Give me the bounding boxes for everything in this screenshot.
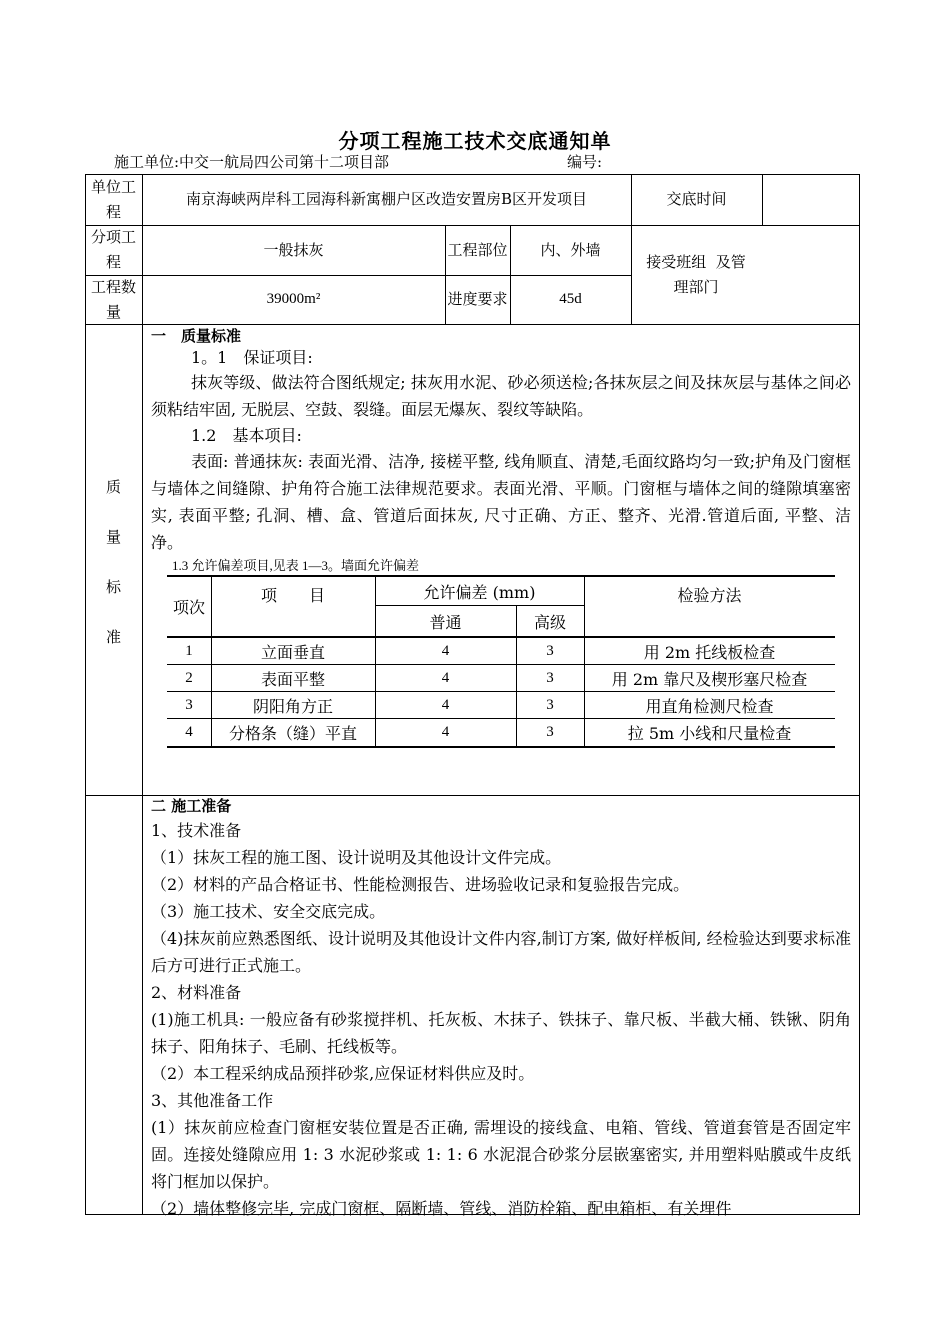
guarantee-items-heading: 1。1 保证项目:	[191, 348, 313, 367]
construction-unit: 施工单位:中交一航局四公司第十二项目部	[114, 153, 390, 171]
quantity-label: 工程数量	[90, 277, 136, 321]
prep-line: 3、其他准备工作	[151, 1091, 274, 1110]
progress-value: 45d	[559, 291, 582, 307]
page-title: 分项工程施工技术交底通知单	[338, 129, 612, 153]
prep-line: （2）本工程采纳成品预拌砂浆,应保证材料供应及时。	[151, 1064, 535, 1083]
table-row-high: 3	[546, 669, 554, 686]
col-method-header: 检验方法	[677, 586, 742, 605]
col-tolerance-header: 允许偏差 (mm)	[423, 582, 536, 602]
quantity-value: 39000m²	[266, 291, 321, 307]
prep-line: （2）墙体整修完毕, 完成门窗框、隔断墙、管线、消防栓箱、配电箱柜、有关埋件	[151, 1199, 732, 1218]
table-row-method: 用 2m 托线板检查	[643, 642, 776, 662]
table-row-high: 3	[546, 724, 554, 740]
col-item-header: 项 目	[260, 586, 325, 605]
tolerance-table	[167, 575, 835, 748]
basic-items-heading: 1.2 基本项目:	[191, 426, 302, 445]
prep-heading: 二 施工准备	[151, 797, 232, 815]
col-index-header: 项次	[172, 598, 205, 617]
quality-side-char: 量	[105, 528, 121, 546]
col-high-header: 高级	[533, 612, 566, 632]
table-row-no: 2	[185, 669, 193, 686]
prep-line: 2、材料准备	[151, 983, 242, 1002]
table-row-normal: 4	[441, 724, 450, 740]
table-row-no: 4	[185, 724, 193, 740]
table-row-item: 阴阳角方正	[252, 696, 333, 716]
quality-heading: 一 质量标准	[151, 327, 242, 345]
prep-line: 1、技术准备	[151, 821, 242, 840]
table-row-normal: 4	[441, 642, 450, 659]
location-value: 内、外墙	[540, 240, 601, 259]
col-normal-header: 普通	[429, 612, 462, 632]
table-row-method: 拉 5m 小线和尺量检查	[627, 724, 792, 743]
subitem-label: 分项工程	[90, 228, 136, 271]
table-row-normal: 4	[441, 696, 450, 713]
prep-line: （1）抹灰工程的施工图、设计说明及其他设计文件完成。	[151, 848, 562, 867]
prep-line: (1)施工机具: 一般应备有砂浆搅拌机、托灰板、木抹子、铁抹子、靠尺板、半截大桶、铁锹、阴角抹子、阳角抹子、毛刷、托线板等。	[151, 1010, 851, 1056]
receiver-label: 接受班组 及管理部门	[646, 252, 746, 296]
prep-line: （4)抹灰前应熟悉图纸、设计说明及其他设计文件内容,制订方案, 做好样板间, 经检验达到要求标准后方可进行正式施工。	[151, 929, 851, 975]
prep-line: (1）抹灰前应检查门窗框安装位置是否正确, 需埋设的接线盒、电箱、管线、管道套管是否固定牢固。连接处缝隙应用 1: 3 水泥砂浆或 1: 1: 6 水泥混合砂浆分层嵌塞密实, 并用塑料贴膜或牛皮纸将门框加以保护。	[151, 1118, 851, 1191]
table-row-item: 立面垂直	[260, 642, 325, 662]
progress-label: 进度要求	[447, 290, 508, 308]
table-row-method: 用直角检测尺检查	[645, 696, 774, 716]
project-unit-label: 单位工程	[90, 177, 136, 221]
quality-side-char: 准	[105, 628, 121, 646]
table-row-item: 分格条（缝）平直	[228, 724, 357, 743]
quality-standard-section	[151, 325, 851, 556]
handover-time-label: 交底时间	[666, 190, 727, 208]
handover-time-value	[762, 174, 859, 225]
table-row-high: 3	[546, 642, 554, 659]
table-row-no: 1	[185, 642, 193, 659]
table-row-item: 表面平整	[260, 669, 325, 689]
table-row-no: 3	[185, 696, 193, 713]
project-name: 南京海峡两岸科工园海科新寓棚户区改造安置房B区开发项目	[185, 190, 588, 208]
table-row-normal: 4	[441, 669, 450, 686]
prep-line: （2）材料的产品合格证书、性能检测报告、进场验收记录和复验报告完成。	[151, 875, 690, 894]
basic-items-text: 表面: 普通抹灰: 表面光滑、洁净, 接槎平整, 线角顺直、清楚,毛面纹路均匀一致;护角及门窗框与墙体之间缝隙、护角符合施工法律规范要求。表面光滑、平顺。门窗框与墙体之间的缝隙填塞密实, 表面平整; 孔洞、槽、盒、管道后面抹灰, 尺寸正确、方正、整齐、光滑.管道后面, 平整、洁净。	[151, 452, 851, 552]
table-row-high: 3	[546, 696, 554, 713]
quality-side-char: 标	[105, 578, 121, 596]
construction-prep-section	[151, 795, 851, 1222]
table-row-method: 用 2m 靠尺及楔形塞尺检查	[611, 669, 808, 689]
location-label: 工程部位	[447, 240, 508, 259]
quality-side-char: 质	[105, 478, 121, 496]
document-number-label: 编号:	[567, 153, 603, 171]
subitem-value: 一般抹灰	[263, 240, 324, 259]
tolerance-table-caption: 1.3 允许偏差项目,见表 1—3。墙面允许偏差	[172, 558, 420, 573]
guarantee-items-text: 抹灰等级、做法符合图纸规定; 抹灰用水泥、砂必须送检;各抹灰层之间及抹灰层与基体之间必须粘结牢固, 无脱层、空鼓、裂缝。面层无爆灰、裂纹等缺陷。	[151, 373, 851, 419]
prep-line: （3）施工技术、安全交底完成。	[151, 902, 386, 921]
